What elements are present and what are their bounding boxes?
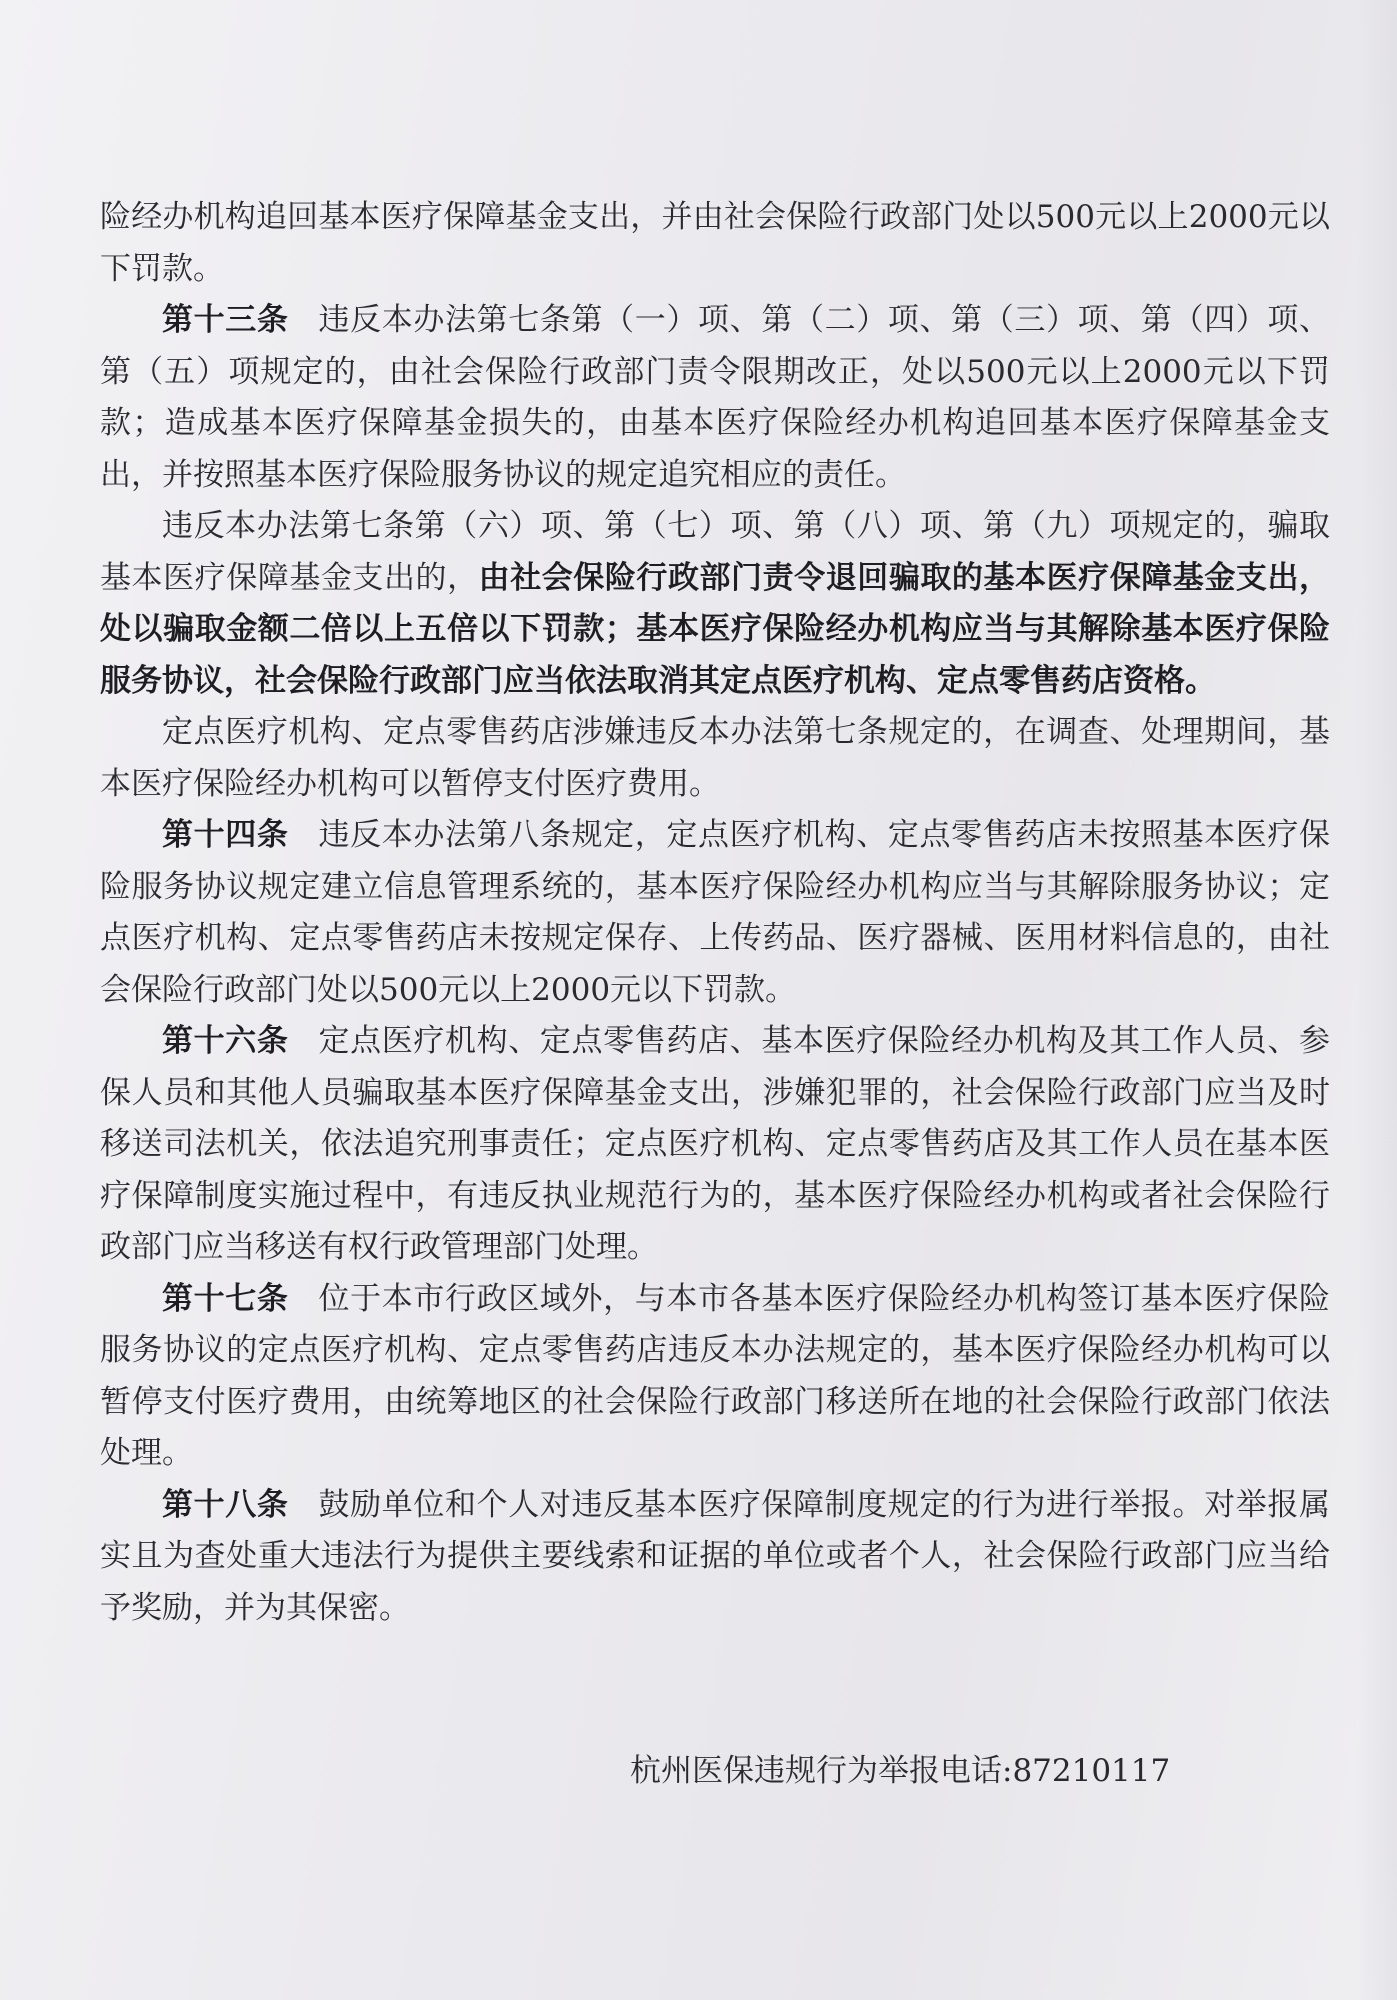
page-edge-shadow xyxy=(1357,0,1397,2000)
paragraph-text: 位于本市行政区域外，与本市各基本医疗保险经办机构签订基本医疗保险服务协议的定点医疗机构、定点零售药店违反本办法规定的，基本医疗保险经办机构可以暂停支付医疗费用，由统筹地区的社会保险行政部门移送所在地的社会保险行政部门依法处理。 xyxy=(100,1280,1330,1471)
paragraph-text: 定点医疗机构、定点零售药店涉嫌违反本办法第七条规定的，在调查、处理期间，基本医疗保险经办机构可以暂停支付医疗费用。 xyxy=(100,714,1330,802)
paragraph-text: 鼓励单位和个人对违反基本医疗保障制度规定的行为进行举报。对举报属实且为查处重大违法行为提供主要线索和证据的单位或者个人，社会保险行政部门应当给予奖励，并为其保密。 xyxy=(100,1486,1330,1626)
paragraph-text: 定点医疗机构、定点零售药店、基本医疗保险经办机构及其工作人员、参保人员和其他人员骗取基本医疗保障基金支出，涉嫌犯罪的，社会保险行政部门应当及时移送司法机关，依法追究刑事责任；定点医疗机构、定点零售药店及其工作人员在基本医疗保障制度实施过程中，有违反执业规范行为的，基本医疗保险经办机构或者社会保险行政部门应当移送有权行政管理部门处理。 xyxy=(100,1023,1330,1265)
paragraph-text: 违反本办法第七条第（一）项、第（二）项、第（三）项、第（四）项、第（五）项规定的，由社会保险行政部门责令限期改正，处以500元以上2000元以下罚款；造成基本医疗保障基金损失的，由基本医疗保险经办机构追回基本医疗保障基金支出，并按照基本医疗保险服务协议的规定追究相应的责任。 xyxy=(100,302,1330,493)
document-body xyxy=(100,192,1330,1634)
paragraph-article-18 xyxy=(100,1480,1330,1635)
paragraph-article-17 xyxy=(100,1274,1330,1480)
paragraph-article-13 xyxy=(100,295,1330,501)
paragraph-text: 违反本办法第八条规定，定点医疗机构、定点零售药店未按照基本医疗保险服务协议规定建立信息管理系统的，基本医疗保险经办机构应当与其解除服务协议；定点医疗机构、定点零售药店未按规定保存、上传药品、医疗器械、医用材料信息的，由社会保险行政部门处以500元以上2000元以下罚款。 xyxy=(100,817,1330,1008)
paragraph-continuation xyxy=(100,192,1330,295)
paragraph-article-13-part3 xyxy=(100,707,1330,810)
paragraph-text: 违反本办法第七条第（六）项、第（七）项、第（八）项、第（九）项规定的，骗取基本医疗保障基金支出的， xyxy=(100,508,1330,596)
article-label: 第十四条 xyxy=(162,817,289,853)
article-label: 第十七条 xyxy=(162,1280,289,1317)
paragraph-bold-text: 由社会保险行政部门责令退回骗取的基本医疗保障基金支出，处以骗取金额二倍以上五倍以下罚款；基本医疗保险经办机构应当与其解除基本医疗保险服务协议，社会保险行政部门应当依法取消其定点医疗机构、定点零售药店资格。 xyxy=(100,559,1331,699)
report-hotline: 杭州医保违规行为举报电话:87210117 xyxy=(630,1753,1171,1789)
article-label: 第十八条 xyxy=(162,1486,289,1523)
paragraph-article-13-part2 xyxy=(100,501,1330,707)
paragraph-text: 险经办机构追回基本医疗保障基金支出，并由社会保险行政部门处以500元以上2000元以下罚款。 xyxy=(100,199,1330,287)
article-label: 第十六条 xyxy=(162,1023,289,1059)
paragraph-article-14 xyxy=(100,810,1330,1016)
article-label: 第十三条 xyxy=(162,302,289,338)
paragraph-article-16 xyxy=(100,1016,1330,1274)
